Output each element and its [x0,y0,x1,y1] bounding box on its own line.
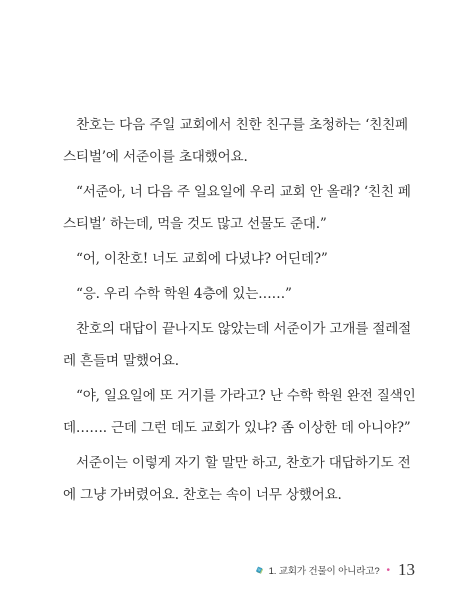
book-icon [255,559,264,581]
paragraph-6-line-1: “야, 일요일에 또 거기를 가라고? 난 수학 학원 완전 질색인 [76,388,416,404]
paragraph-1-line-1: 찬호는 다음 주일 교회에서 친한 친구를 초청하는 ‘친친페 [76,117,408,133]
chapter-title: 1. 교회가 건물이 아니라고? [268,566,380,577]
paragraph-5-line-2: 레 흔들며 말했어요. [63,353,179,369]
paragraph-7-line-2: 에 그냥 가버렸어요. 찬호는 속이 너무 상했어요. [63,487,342,503]
paragraph-6-line-2: 데……. 근데 그런 데도 교회가 있냐? 좀 이상한 데 아니야?” [63,420,411,436]
paragraph-2-line-1: “서준아, 너 다음 주 일요일에 우리 교회 안 올래? ‘친친 페 [76,184,411,200]
paragraph-4-line-1: “응. 우리 수학 학원 4층에 있는……” [76,286,292,302]
story-body [63,116,416,504]
paragraph-7-line-1: 서준이는 이렇게 자기 할 말만 하고, 찬호가 대답하기도 전 [76,455,411,471]
paragraph-3-line-1: “어, 이찬호! 너도 교회에 다녔냐? 어딘데?” [76,251,328,267]
paragraph-2-line-2: 스티벌’ 하는데, 먹을 것도 많고 선물도 준대.” [63,216,327,232]
page-number: 13 [398,560,415,579]
paragraph-5-line-1: 찬호의 대답이 끝나지도 않았는데 서준이가 고개를 절레절 [76,321,412,337]
page-footer [255,558,415,582]
paragraph-1-line-2: 스티벌’에 서준이를 초대했어요. [63,149,248,165]
footer-separator: • [386,564,390,576]
